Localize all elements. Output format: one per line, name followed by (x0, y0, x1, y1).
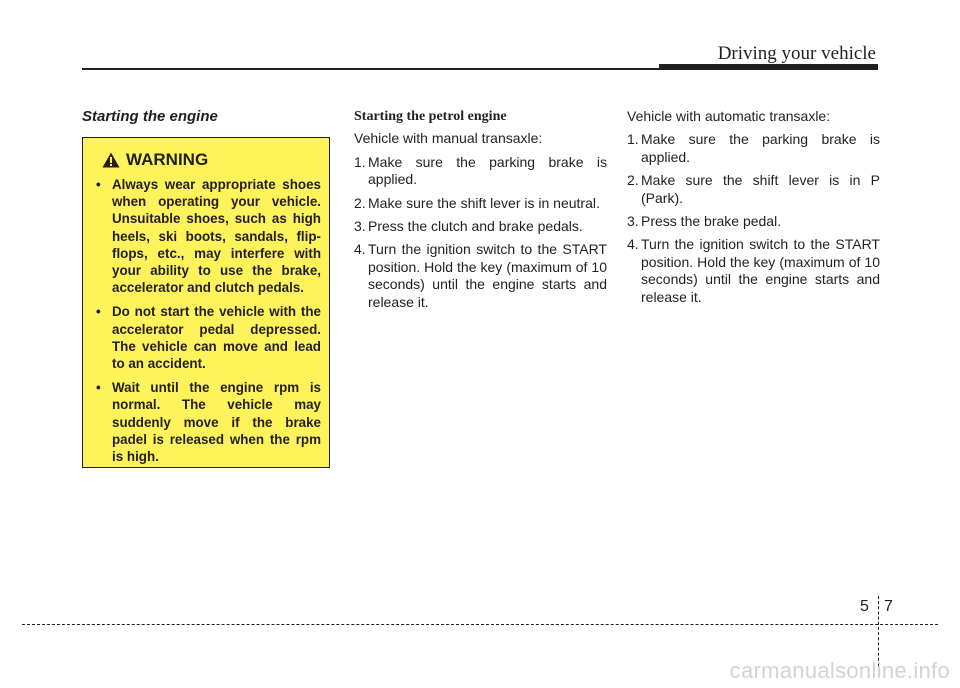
bullet: • (96, 177, 101, 192)
step-number: 4. (627, 236, 639, 253)
warning-item-text: Do not start the vehicle with the accelerator pedal depressed. The vehicle can move and lead to an accident. (112, 304, 321, 372)
header-title: Driving your vehicle (717, 43, 876, 64)
warning-item-text: Always wear appropriate shoes when operating your vehicle. Unsuitable shoes, such as high heels, ski boots, sandals, flip-flops, etc., may interfere with your ability to use the brake, accelerator and clutch pedals. (112, 177, 321, 296)
step-item (354, 241, 607, 311)
step-number: 1. (627, 131, 639, 148)
step-number: 3. (627, 213, 639, 230)
bullet: • (96, 380, 101, 396)
warning-list (92, 176, 321, 465)
step-text: Make sure the parking brake is applied. (641, 131, 880, 165)
step-item (354, 218, 607, 235)
warning-box (82, 137, 330, 468)
step-text: Press the brake pedal. (641, 213, 782, 230)
warning-item (92, 379, 321, 465)
step-number: 1. (354, 153, 366, 170)
page-chapter: 5 (860, 598, 869, 615)
step-number: 3. (354, 218, 366, 235)
step-text: Make sure the shift lever is in neutral. (368, 194, 600, 211)
automatic-steps (627, 131, 880, 306)
footer-separator (878, 596, 879, 666)
step-item (354, 154, 607, 189)
step-number: 4. (354, 241, 366, 258)
step-item (627, 236, 880, 306)
footer-rule (22, 624, 938, 625)
warning-triangle-icon (102, 152, 120, 168)
manual-intro: Vehicle with manual transaxle: (354, 130, 543, 147)
warning-item (92, 176, 321, 296)
step-text: Make sure the parking brake is applied. (368, 153, 607, 188)
step-number: 2. (627, 172, 639, 189)
step-number: 2. (354, 194, 366, 211)
step-text: Turn the ignition switch to the START position. Hold the key (maximum of 10 seconds) until the engine starts and release it. (641, 236, 880, 305)
page-number: 7 (884, 598, 893, 615)
step-text: Press the clutch and brake pedals. (368, 218, 583, 235)
step-item (627, 213, 880, 230)
petrol-heading: Starting the petrol engine (354, 109, 507, 124)
automatic-intro: Vehicle with automatic transaxle: (627, 108, 831, 124)
warning-item-text: Wait until the engine rpm is normal. The vehicle may suddenly move if the brake padel is released when the rpm is high. (112, 380, 321, 465)
manual-steps (354, 154, 607, 311)
step-item (627, 131, 880, 166)
step-text: Make sure the shift lever is in P (Park). (641, 172, 880, 206)
step-text: Turn the ignition switch to the START position. Hold the key (maximum of 10 seconds) until the engine starts and release it. (368, 241, 607, 310)
section-title: Starting the engine (82, 108, 218, 125)
step-item (354, 195, 607, 212)
manual-column (354, 108, 607, 317)
header-accent-bar (659, 64, 878, 70)
warning-header (102, 150, 321, 170)
warning-label: WARNING (126, 150, 209, 169)
bullet: • (96, 304, 101, 320)
watermark: carmanualsonline.info (729, 658, 950, 683)
automatic-column (627, 108, 880, 312)
warning-item (92, 303, 321, 372)
step-item (627, 172, 880, 207)
